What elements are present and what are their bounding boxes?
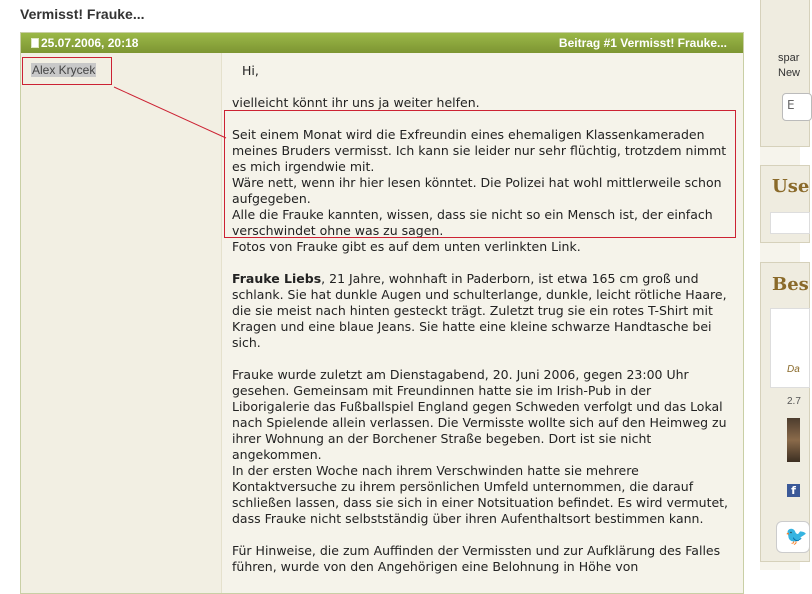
post-header [21, 33, 743, 53]
message-line: Seit einem Monat wird die Exfreundin eines ehemaligen Klassenkameraden meines Bruders vermisst. Ich kann sie leider nur sehr flüchtig, trotzdem nimmt es mich irgendwie mit. [232, 127, 727, 174]
facebook-icon[interactable]: f [787, 484, 800, 497]
paragraph-gap [232, 527, 732, 543]
message-line: Wäre nett, wenn ihr hier lesen könntet. Die Polizei hat wohl mittlerweile schon aufgegeben. [232, 175, 722, 206]
paragraph-gap [232, 255, 732, 271]
annotation-box-text [224, 110, 736, 238]
post-date-text: 25.07.2006, 20:18 [41, 36, 139, 50]
sidebar-ad[interactable] [770, 308, 810, 388]
message-paragraph: Frauke Liebs, 21 Jahre, wohnhaft in Paderborn, ist etwa 165 cm groß und schlank. Sie hat dunkle Augen und schulterlange, dunkle, leicht rötliche Haare, die sie meist nach hinten gesteckt trägt. Zuletzt trug sie ein rotes T-Shirt mit Kragen und eine blaue Jeans. Sie hatte eine kleine schwarze Handtasche bei sich. [232, 271, 727, 350]
twitter-button[interactable] [776, 521, 810, 553]
message-line: Frauke wurde zuletzt am Dienstagabend, 20. Juni 2006, gegen 23:00 Uhr gesehen. Gemeinsam mit Freundinnen hatte sie im Irish-Pub in der Liborigalerie das Fußballspiel England gegen Schweden verfolgt und das Lokal nach Spielende allein verlassen. Die Vermisste wollte sich auf den Heimweg zu ihrer Wohnung an der Borchener Straße begeben. Dort ist sie nicht angekommen. [232, 367, 727, 462]
sidebar-heading-best: Bes [772, 274, 809, 295]
message-line: Hi, [242, 63, 259, 78]
sidebar-input[interactable]: E [782, 93, 812, 121]
sidebar-box-3 [760, 262, 810, 562]
document-icon [31, 38, 39, 48]
message-line: Alle die Frauke kannten, wissen, dass sie nicht so ein Mensch ist, der einfach verschwindet ohne was zu sagen. [232, 207, 713, 238]
author-name[interactable]: Alex Krycek [32, 63, 96, 77]
sidebar-photo[interactable] [787, 418, 800, 462]
highlight-name: Frauke Liebs [232, 271, 322, 286]
sidebar-logo-text: Da [787, 364, 800, 375]
message-line: vielleicht könnt ihr uns ja weiter helfen. [232, 95, 480, 110]
sidebar-field[interactable] [770, 212, 810, 234]
message-line: Für Hinweise, die zum Auffinden der Vermissten und zur Aufklärung des Falles führen, wurde von den Angehörigen eine Belohnung in Höhe von [232, 543, 721, 574]
twitter-icon: 🐦 [785, 526, 808, 547]
sidebar-heading-users: Use [772, 176, 810, 197]
post-date [31, 36, 138, 50]
user-column [21, 53, 222, 593]
paragraph-gap [232, 79, 732, 95]
sidebar-count: 2.7 [787, 396, 801, 407]
thread-title: Vermisst! Frauke... [20, 6, 145, 22]
paragraph-gap [232, 351, 732, 367]
sidebar-text-1: spar [778, 52, 800, 64]
message-line: Fotos von Frauke gibt es auf dem unten verlinkten Link. [232, 239, 581, 254]
annotation-box-author [22, 57, 112, 85]
sidebar-text-2: New [778, 67, 801, 79]
post-permalink[interactable]: Beitrag #1 Vermisst! Frauke... [558, 36, 727, 50]
message-line: In der ersten Woche nach ihrem Verschwinden hatte sie mehrere Kontaktversuche zu ihrem persönlichen Umfeld unternommen, die darauf schließen lassen, dass sie sich in einer Notsituation befindet. Es wird vermutet, dass Frauke nicht selbstständig über ihren Aufenthaltsort bestimmen kann. [232, 463, 729, 526]
